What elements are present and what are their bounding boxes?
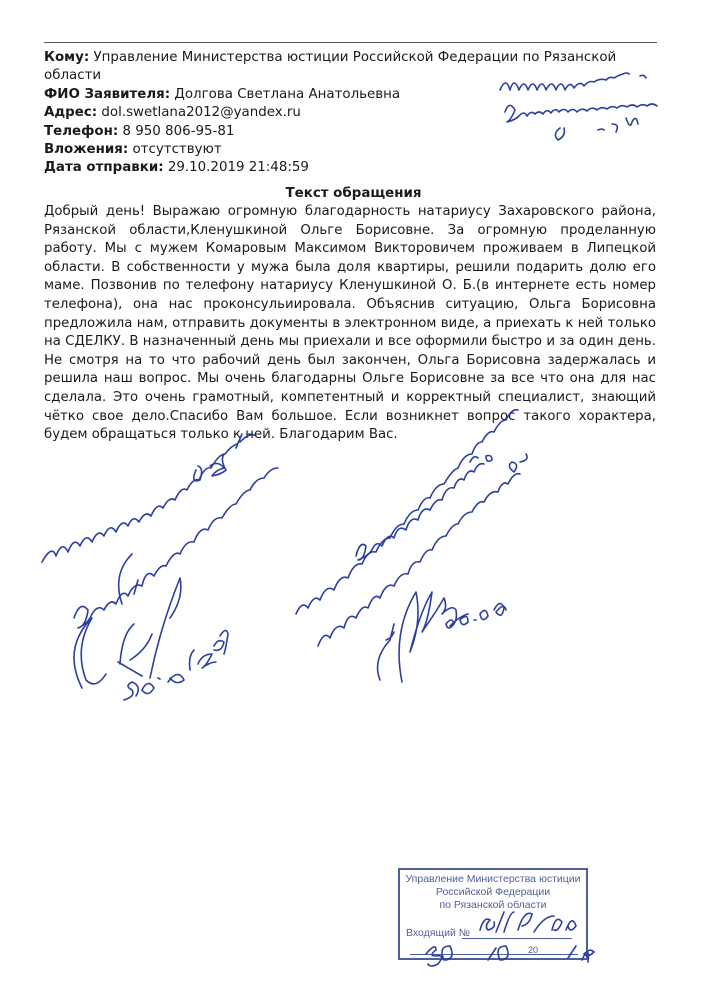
stamp-line-2: Российской Федерации: [435, 886, 551, 898]
applicant-value: Долгова Светлана Анатольевна: [174, 86, 401, 102]
address-label: Адрес:: [44, 105, 98, 121]
applicant-label: ФИО Заявителя:: [44, 86, 171, 102]
phone-value: 8 950 806-95-81: [122, 123, 235, 139]
section-title: Текст обращения: [285, 186, 422, 201]
stamp-date-handwriting: [426, 946, 594, 966]
recipient-value: Управление Министерства юстиции Российской Федерации по Рязанской области: [44, 50, 617, 84]
stamp-line-1: Управление Министерства юстиции: [405, 873, 581, 885]
attachments-value: отсутствуют: [132, 142, 222, 158]
sent-date-label: Дата отправки:: [44, 160, 164, 176]
address-value: dol.swetlana2012@yandex.ru: [101, 105, 301, 121]
attachments-label: Вложения:: [44, 142, 129, 158]
stamp-year-prefix: 20: [528, 945, 539, 955]
sent-date-value: 29.10.2019 21:48:59: [167, 160, 309, 176]
recipient-label: Кому:: [44, 50, 90, 65]
stamp-line-3: по Рязанской области: [439, 899, 547, 911]
appeal-body-text: Добрый день! Выражаю огромную благодарность натариусу Захаровского района, Рязанской области,Кленушкиной Ольге Борисовне. За огромную проделанную работу. Мы с мужем Комаровым Максимом Викторовичем проживаем в Липецкой области. В собственности у мужа была доля квартиры, решили подарить долю его маме. Позвонив по телефону натариусу Кленушкиной О. Б.(в интернете есть номер телефона), она нас проконсульиировала. Объяснив ситуацию, Ольга Борисовна предложила нам, отправить документы в электронном виде, а приехать к ней только на СДЕЛКУ. В назначенный день мы приехали и все оформили быстро и за один день. Не смотря на то что рабочий день был закончен, Ольга Борисовна задержалась и решила наш вопрос. Мы очень благодарны Ольге Борисовне за все что она для нас сделала. Это очень грамотный, компетентный и корректный специалист, знающий чётко свое дело.Спасибо Вам большое. Если возникнет вопрос такого хорактера, будем обращаться только к ней. Благодарим Вас.: [44, 204, 656, 443]
stamp-incoming-label: Входящий №: [406, 927, 470, 939]
phone-label: Телефон:: [44, 123, 119, 139]
stamp-incoming-number-handwriting: [480, 912, 576, 932]
